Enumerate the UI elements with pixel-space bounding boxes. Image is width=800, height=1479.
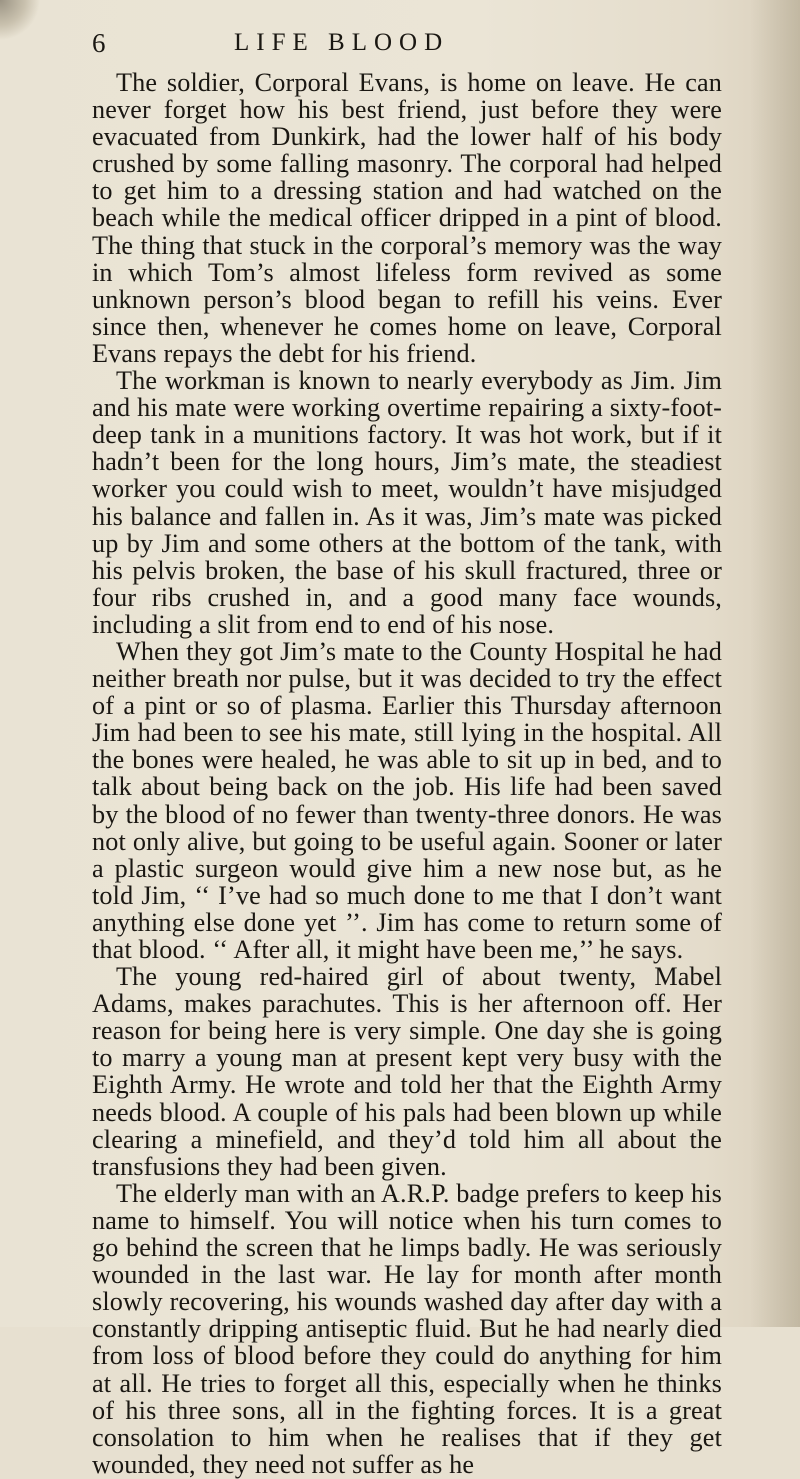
running-head: LIFE BLOOD xyxy=(234,29,450,56)
paragraph-workman-jim: The workman is known to nearly everybody as Jim. Jim and his mate were working overtime repairing a sixty-foot-deep tank in a munitions factory. It was hot work, but if it hadn’t been for the long hours, Jim’s mate, the steadiest worker you could wish to meet, wouldn’t have misjudged his balance and fallen in. As it was, Jim’s mate was picked up by Jim and some others at the bottom of the tank, with his pelvis broken, the base of his skull fractured, three or four ribs crushed in, and a good many face wounds, including a slit from end to end of his nose. xyxy=(92,366,722,639)
page-edge-shadow xyxy=(750,0,800,1327)
page-number: 6 xyxy=(92,28,107,58)
page-header xyxy=(92,28,712,60)
paragraph-mabel-adams: The young red-haired girl of about twenty, Mabel Adams, makes parachutes. This is her afternoon off. Her reason for being here is very simple. One day she is going to marry a young man at present kept very busy with the Eighth Army. He wrote and told her that the Eighth Army needs blood. A couple of his pals had been blown up while clearing a minefield, and they’d told him all about the transfusions they had been given. xyxy=(92,962,722,1181)
body-text xyxy=(92,69,722,1478)
paragraph-county-hospital: When they got Jim’s mate to the County Hospital he had neither breath nor pulse, but it was decided to try the effect of a pint or so of plasma. Earlier this Thursday afternoon Jim had been to see his mate, still lying in the hospital. All the bones were healed, he was able to sit up in bed, and to talk about being back on the job. His life had been saved by the blood of no fewer than twenty-three donors. He was not only alive, but going to be useful again. Sooner or later a plastic surgeon would give him a new nose but, as he told Jim, ‘‘ I’ve had so much done to me that I don’t want anything else done yet ’’. Jim has come to return some of that blood. ‘‘ After all, it might have been me,’’ he says. xyxy=(92,636,722,964)
paragraph-corporal-evans: The soldier, Corporal Evans, is home on leave. He can never forget how his best friend, just before they were evacuated from Dunkirk, had the lower half of his body crushed by some falling masonry. The corporal had helped to get him to a dressing station and had watched on the beach while the medical officer dripped in a pint of blood. The thing that stuck in the corporal’s memory was the way in which Tom’s almost lifeless form revived as some unknown person’s blood began to refill his veins. Ever since then, whenever he comes home on leave, Corporal Evans repays the debt for his friend. xyxy=(92,68,722,368)
page-corner-shadow xyxy=(0,0,40,40)
paragraph-arp-man: The elderly man with an A.R.P. badge prefers to keep his name to himself. You will notice when his turn comes to go behind the screen that he limps badly. He was seriously wounded in the last war. He lay for month after month slowly recovering, his wounds washed day after day with a constantly dripping antiseptic fluid. But he had nearly died from loss of blood before they could do anything for him at all. He tries to forget all this, especially when he thinks of his three sons, all in the fighting forces. It is a great consolation to him when he realises that if they get wounded, they need not suffer as he xyxy=(92,1178,722,1479)
